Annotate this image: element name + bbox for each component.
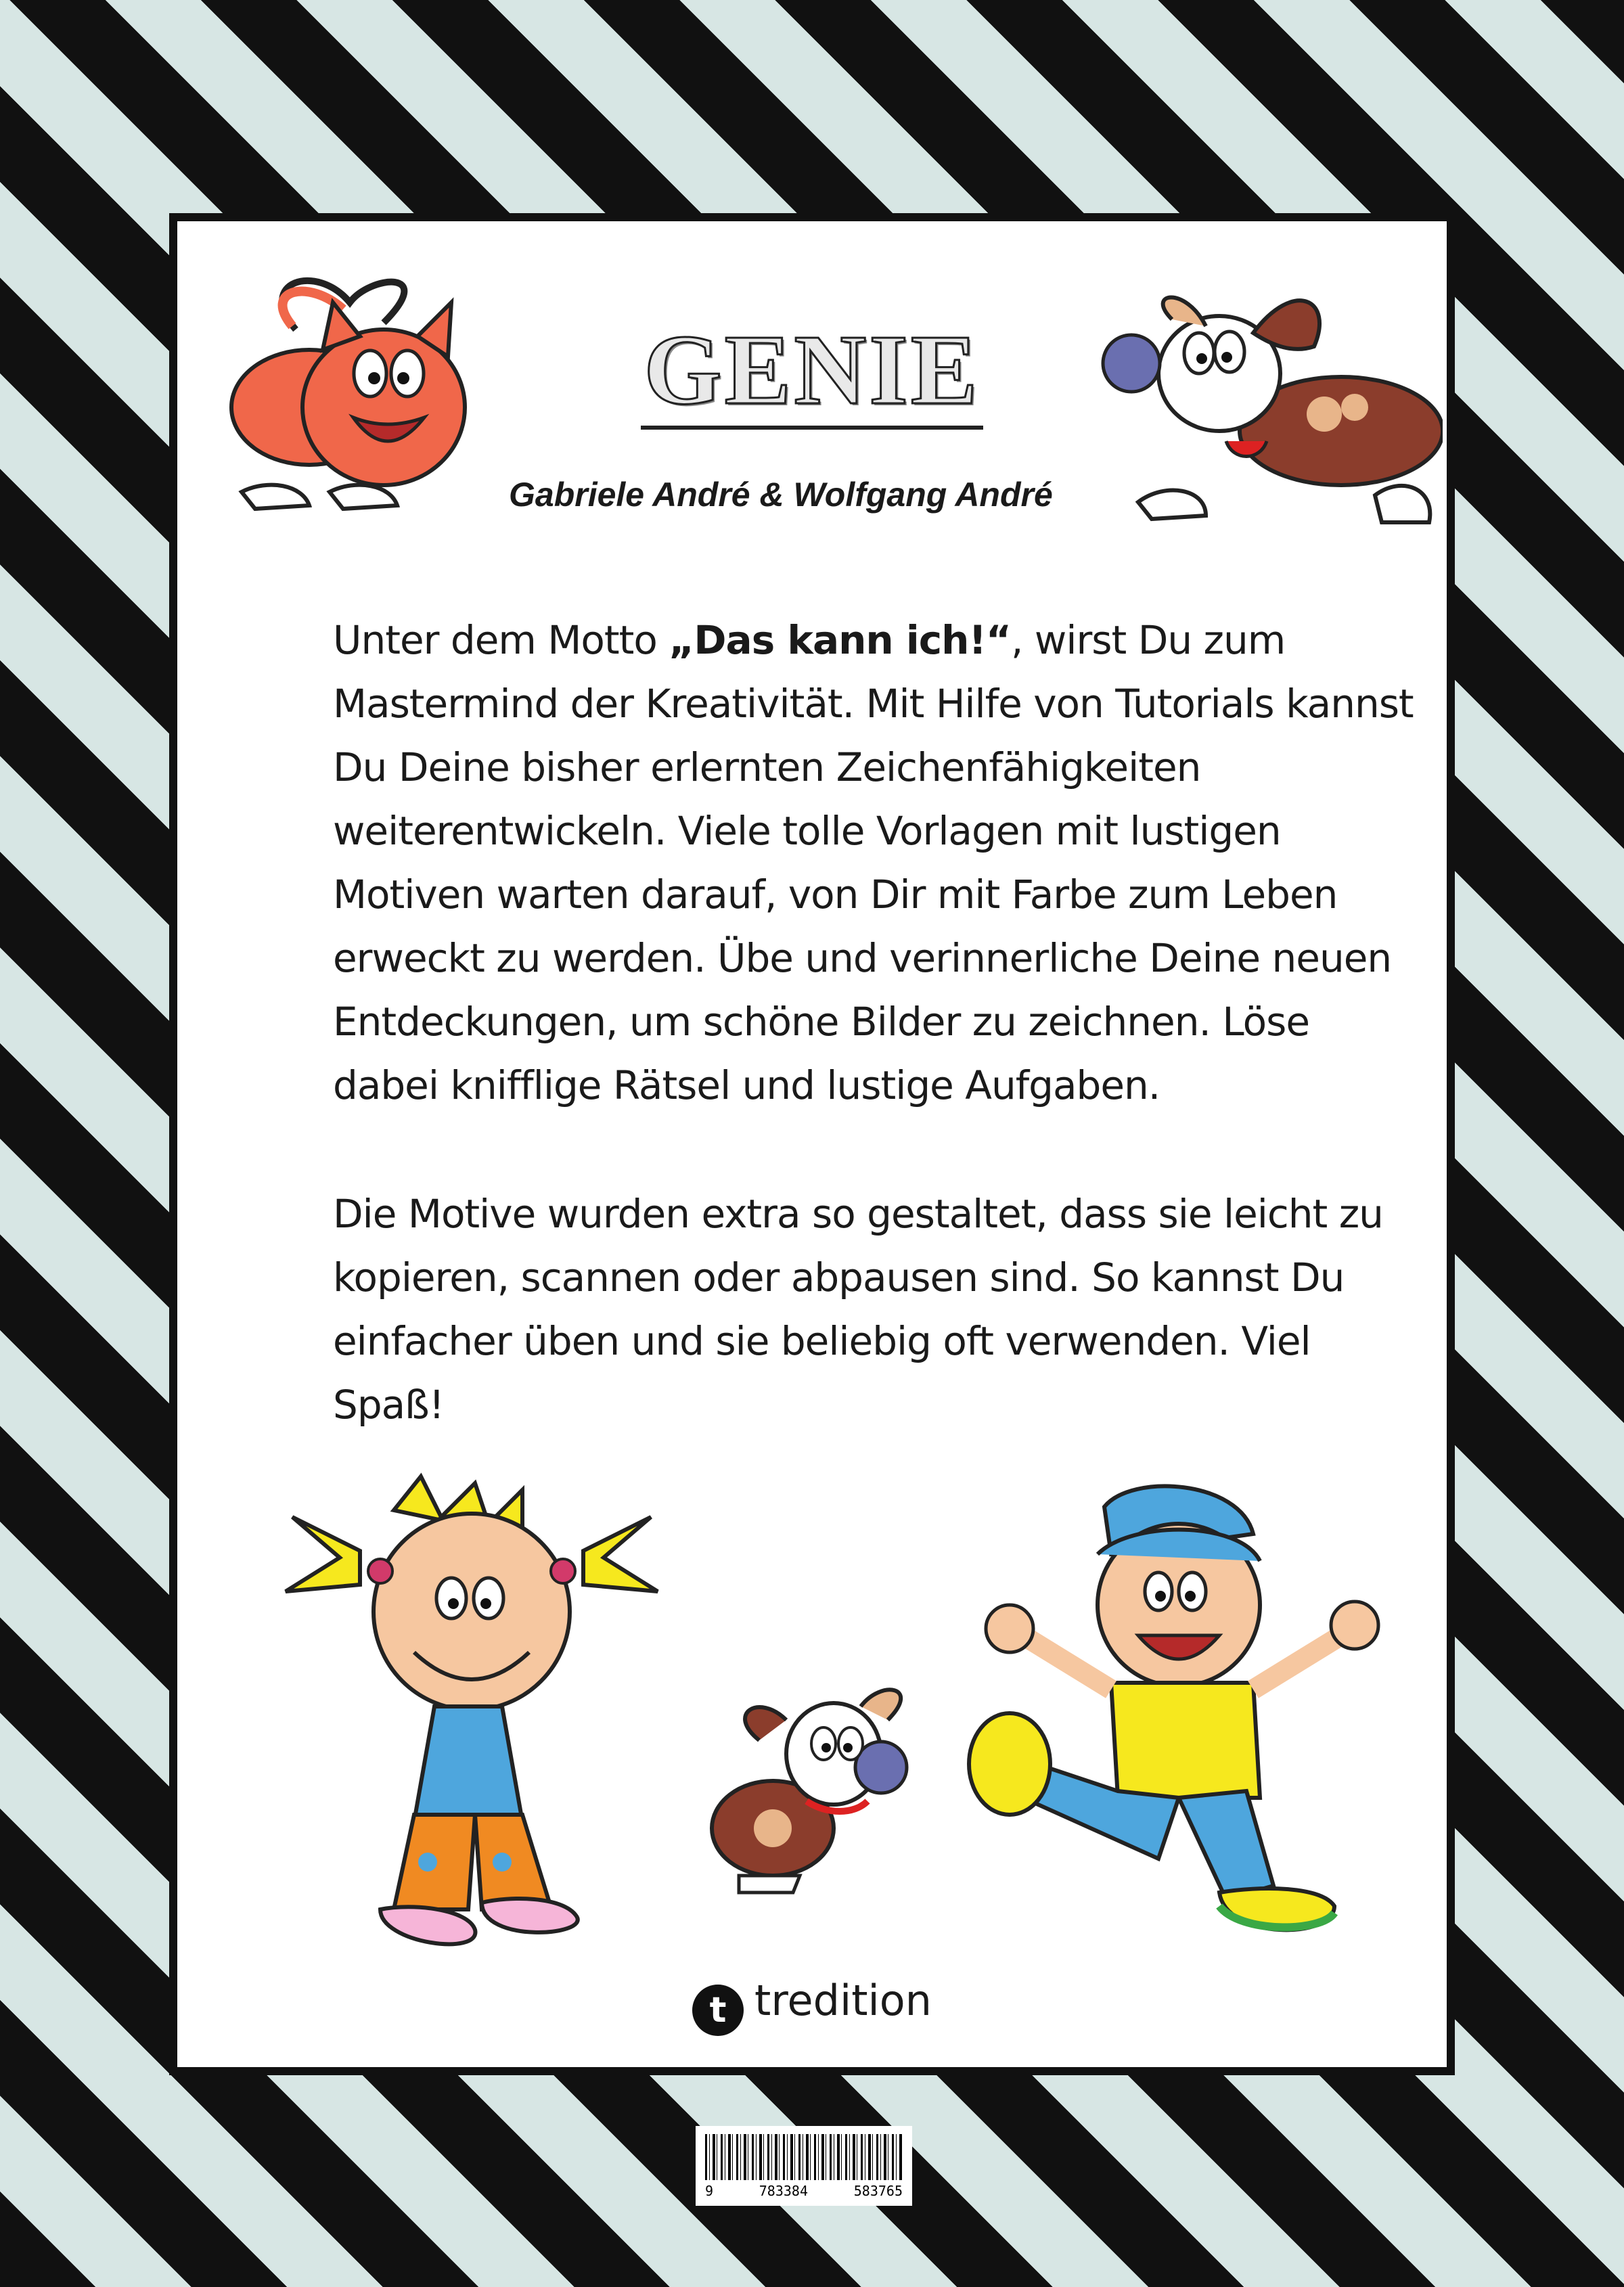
small-dog-illustration — [698, 1679, 942, 1903]
girl-illustration — [279, 1470, 664, 1984]
barcode-group-2: 583765 — [853, 2183, 903, 2199]
tredition-logo-icon: t — [692, 1985, 744, 2036]
book-title: GENIE — [177, 313, 1447, 428]
barcode-group-1: 783384 — [759, 2183, 809, 2199]
description-paragraph-1: Unter dem Motto „Das kann ich!“, wirst Du zum Mastermind der Kreativität. Mit Hilfe von Tutorials kannst Du Deine bisher erlernten Zeichenfähigkeiten weiterentwickeln. Viele tolle Vorlagen mit lustigen Motiven warten darauf, von Dir mit Farbe zum Leben erweckt zu werden. Übe und verinnerliche Deine neuen Entdeckungen, um schöne Bilder zu zeichnen. Löse dabei knifflige Rätsel und lustige Aufgaben. — [333, 617, 1414, 1108]
boy-illustration — [955, 1480, 1395, 1953]
barcode-prefix: 9 — [705, 2183, 714, 2199]
publisher-name: tredition — [754, 1976, 932, 2025]
cover-panel — [169, 213, 1455, 2075]
cat-illustration — [215, 262, 492, 533]
motto: „Das kann ich!“ — [669, 617, 1012, 663]
authors: Gabriele André & Wolfgang André — [509, 476, 1053, 514]
barcode-bars — [705, 2134, 903, 2180]
description-paragraph-2: Die Motive wurden extra so gestaltet, dass sie leicht zu kopieren, scannen oder abpausen sind. So kannst Du einfacher üben und sie beliebig oft verwenden. Viel Spaß! — [333, 1191, 1383, 1428]
dog-illustration — [1091, 272, 1443, 543]
isbn-barcode — [696, 2126, 912, 2206]
publisher-logo — [177, 1976, 1447, 2036]
